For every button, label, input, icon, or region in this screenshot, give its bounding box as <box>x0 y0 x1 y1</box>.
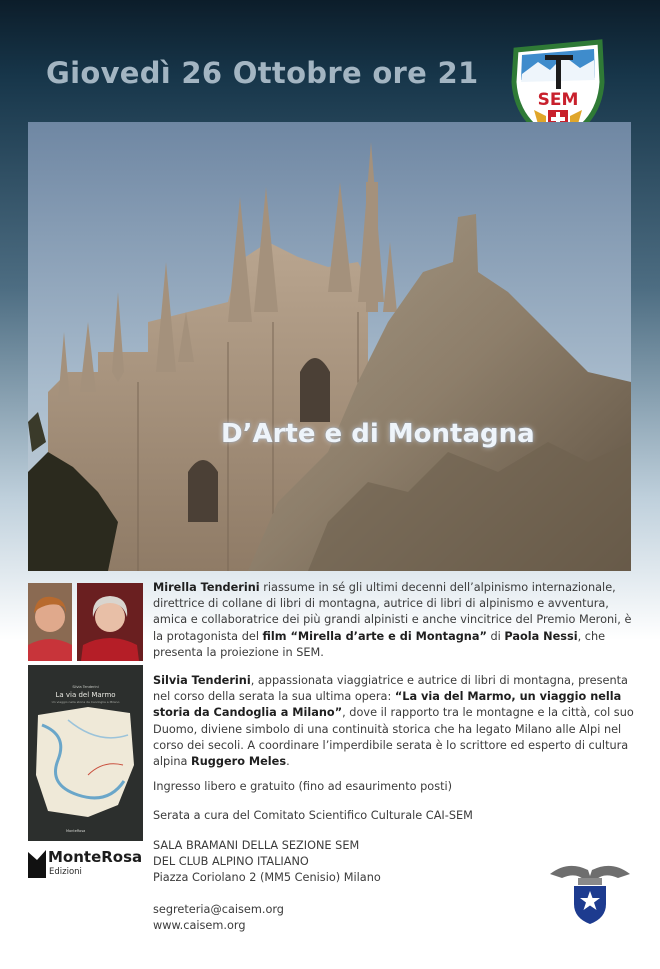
venue-line-2: DEL CLUB ALPINO ITALIANO <box>153 855 309 869</box>
entry-note: Ingresso libero e gratuito (fino ad esaurimento posti) <box>153 780 453 793</box>
event-date-heading: Giovedì 26 Ottobre ore 21 <box>46 56 479 90</box>
organizer-note: Serata a cura del Comitato Scientifico Culturale CAI-SEM <box>153 809 473 822</box>
cai-logo <box>548 858 632 926</box>
venue-line-3: Piazza Coriolano 2 (MM5 Cenisio) Milano <box>153 871 381 885</box>
duomo-and-mountain-image <box>28 122 631 571</box>
publisher-sub: Edizioni <box>49 867 82 877</box>
paragraph-mirella: Mirella Tenderini riassume in sé gli ultimi decenni dell’alpinismo internazionale, direttrice di collane di libri di montagna, autrice di libri di alpinismo e avventura, amica e collaboratrice dei più grandi alpinisti e anche vincitrice del Premio Meroni, è la protagonista del film “Mirella d’arte e di Montagna” di Paola Nessi, che presenta la proiezione in SEM. <box>153 581 632 659</box>
book-brand: MonteRosa <box>66 829 86 833</box>
monterosa-mark-icon <box>28 850 46 878</box>
book-author: Silvia Tenderini <box>72 685 99 689</box>
book-title: La via del Marmo <box>55 691 116 699</box>
portrait-photo-icon <box>28 583 72 661</box>
venue-line-1: SALA BRAMANI DELLA SEZIONE SEM <box>153 839 360 852</box>
svg-text:SEM: SEM <box>537 90 579 110</box>
portrait-photo-icon <box>77 583 143 661</box>
paragraph-silvia: Silvia Tenderini, appassionata viaggiatrice e autrice di libri di montagna, presenta nel corso della serata la sua ultima opera: “La via del Marmo, un viaggio nella storia da Candoglia a Milano”, dove il rapporto tra le montagne e la città, col suo Duomo, diviene simbolo di una continuità storica che ha legato Milano alle Alpi nel corso dei secoli. A coordinare l’imperdibile serata è lo scrittore ed esperto di cultura alpina Ruggero Meles. <box>153 674 634 769</box>
hero-title: D’Arte e di Montagna <box>221 419 535 449</box>
book-cover <box>28 665 143 841</box>
book-subtitle: Un viaggio nella storia da Candoglia a Milano <box>51 700 120 704</box>
hero-image <box>28 122 631 571</box>
publisher-logo <box>28 848 143 884</box>
cai-eagle-star-shield-icon <box>548 858 632 926</box>
website-link[interactable]: www.caisem.org <box>153 919 246 933</box>
email-link[interactable]: segreteria@caisem.org <box>153 903 284 916</box>
portrait-photo-2 <box>77 583 143 661</box>
publisher-name: MonteRosa <box>48 848 143 866</box>
portrait-photo-1 <box>28 583 72 661</box>
